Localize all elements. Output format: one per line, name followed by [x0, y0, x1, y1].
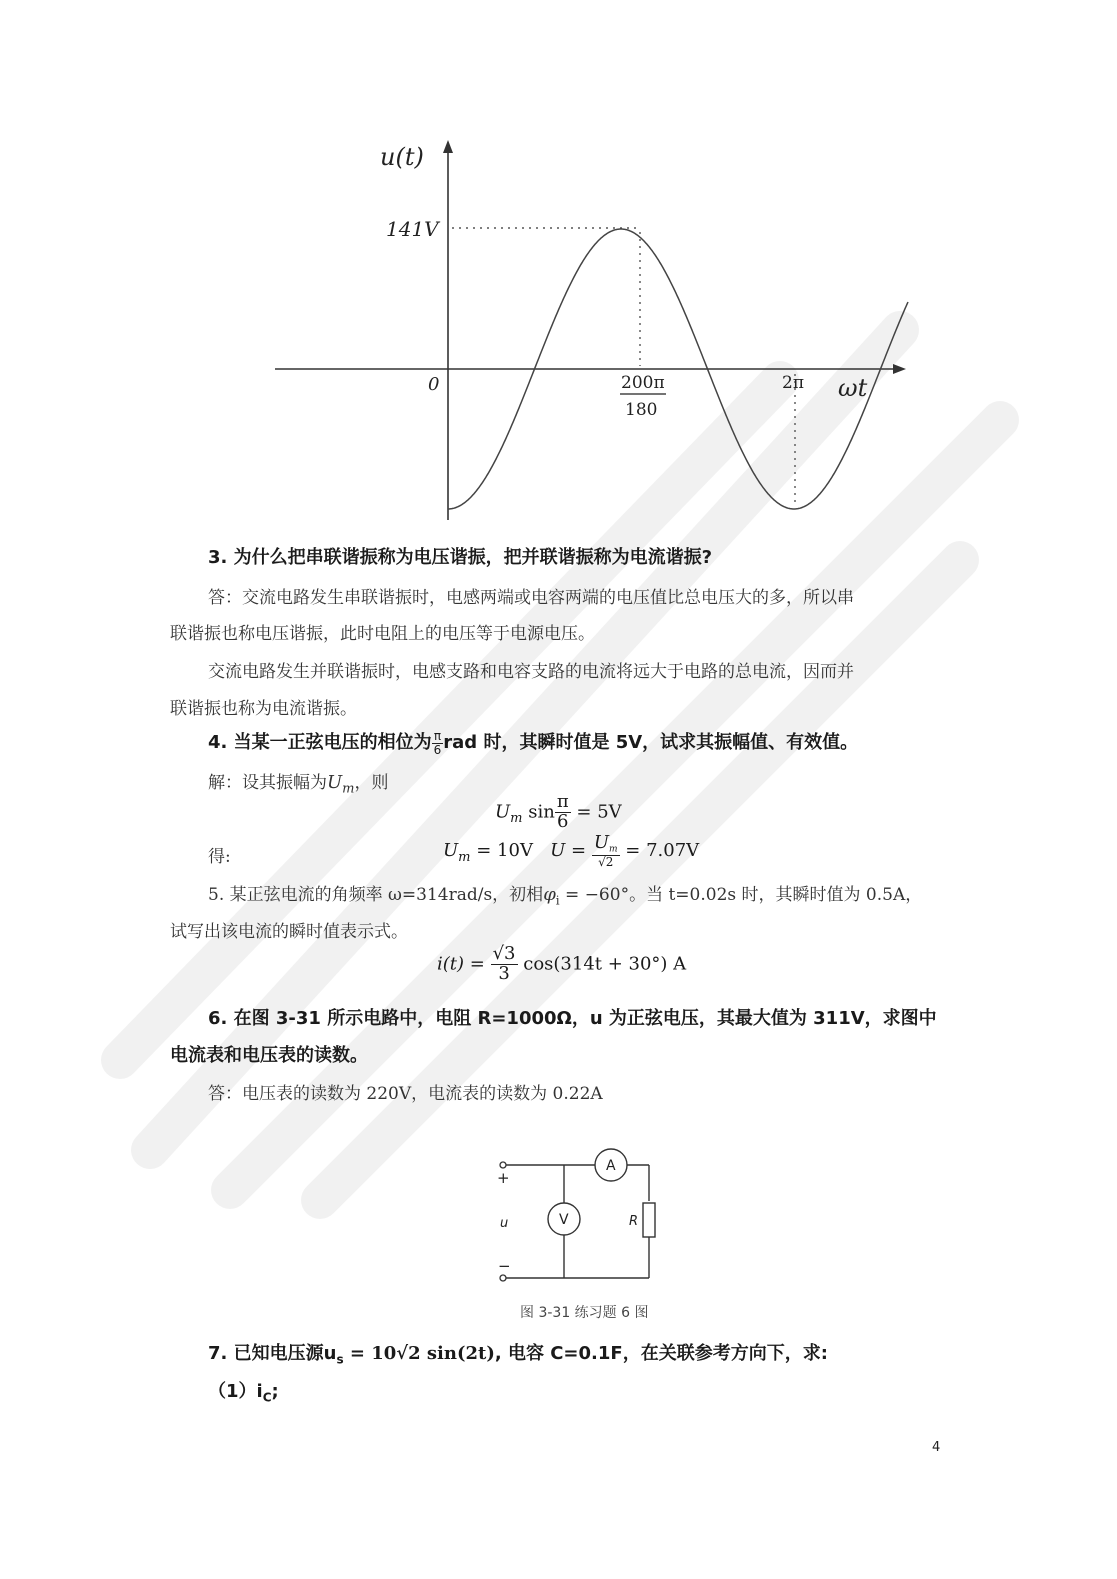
plus-sign: +	[497, 1169, 510, 1187]
ammeter-label: A	[606, 1158, 616, 1174]
voltmeter-label: V	[559, 1212, 569, 1228]
terminal-top	[500, 1162, 506, 1168]
q4-phase-fraction: $\frac{\pi}{6}$	[433, 728, 442, 757]
q6-answer: 答：电压表的读数为 220V，电流表的读数为 0.22A	[208, 1084, 603, 1104]
q4-title-part-a: 4. 当某一正弦电压的相位为	[208, 732, 432, 753]
q5-equation: i(t) = $\frac{√3}{3}$ cos(314t + 30°) A	[437, 943, 687, 984]
peak-x-numerator: 200π	[621, 373, 665, 393]
q5-eq-fraction: $\frac{√3}{3}$	[492, 943, 516, 984]
q3-answer-line2: 联谐振也称电压谐振，此时电阻上的电压等于电源电压。	[170, 624, 595, 644]
q5-line2: 试写出该电流的瞬时值表示式。	[170, 922, 408, 942]
circuit-caption: 图 3-31 练习题 6 图	[520, 1305, 649, 1321]
q4-result-label: 得:	[208, 847, 231, 867]
resistor-label: R	[629, 1214, 639, 1229]
source-label: u	[500, 1216, 509, 1231]
y-axis-label: u(t)	[380, 143, 424, 171]
origin-label: 0	[428, 374, 440, 395]
q3-title: 3. 为什么把串联谐振称为电压谐振，把并联谐振称为电流谐振?	[208, 547, 713, 568]
q3-answer-line1: 答：交流电路发生串联谐振时，电感两端或电容两端的电压值比总电压大的多，所以串	[208, 588, 854, 608]
q7-title: 7. 已知电压源$u_s = 10√2$ sin(2t), 电容 C=0.1F，在关联参考方向下，求:	[208, 1343, 828, 1367]
q4-eq2-fraction: $\frac{U_m}{√2}$	[593, 832, 618, 869]
two-pi-label: 2π	[782, 373, 804, 393]
y-axis-arrow	[443, 140, 453, 153]
x-axis-arrow	[893, 364, 906, 374]
q3-answer-line3: 交流电路发生并联谐振时，电感支路和电容支路的电流将远大于电路的总电流，因而并	[208, 662, 854, 682]
peak-x-denominator: 180	[625, 400, 658, 420]
minus-sign: −	[498, 1257, 511, 1275]
q4-equation-1: $U_m$ sin $\frac{\pi}{6}$ = 5V	[495, 791, 622, 832]
x-axis-label: ωt	[838, 374, 868, 402]
q3-answer-line4: 联谐振也称为电流谐振。	[170, 699, 357, 719]
peak-value-label: 141V	[386, 217, 439, 241]
q5-line1: 5. 某正弦电流的角频率 ω=314rad/s，初相$\varphi_i = -60^\circ$。当 t=0.02s 时，其瞬时值为 0.5A，	[208, 884, 923, 908]
q6-line1: 6. 在图 3-31 所示电路中，电阻 R=1000Ω，u 为正弦电压，其最大值为 311V，求图中	[208, 1008, 937, 1029]
resistor	[643, 1203, 655, 1237]
q4-eq1-fraction: $\frac{\pi}{6}$	[556, 791, 569, 832]
q6-line2: 电流表和电压表的读数。	[170, 1045, 368, 1066]
terminal-bottom	[500, 1275, 506, 1281]
circuit-diagram	[480, 1145, 680, 1290]
q4-title	[208, 728, 858, 756]
sine-graph	[0, 0, 1117, 540]
q4-solution-intro: 解：设其振幅为$U_m$，则	[208, 772, 389, 797]
page-number: 4	[932, 1440, 941, 1455]
q4-equation-2: $U_m = 10V$ U = $\frac{U_m}{√2}$ = 7.07V	[443, 832, 700, 869]
q7-sub1: $(1)i_C$;	[208, 1381, 279, 1405]
q4-title-part-b: rad 时，其瞬时值是 5V，试求其振幅值、有效值。	[443, 732, 859, 753]
